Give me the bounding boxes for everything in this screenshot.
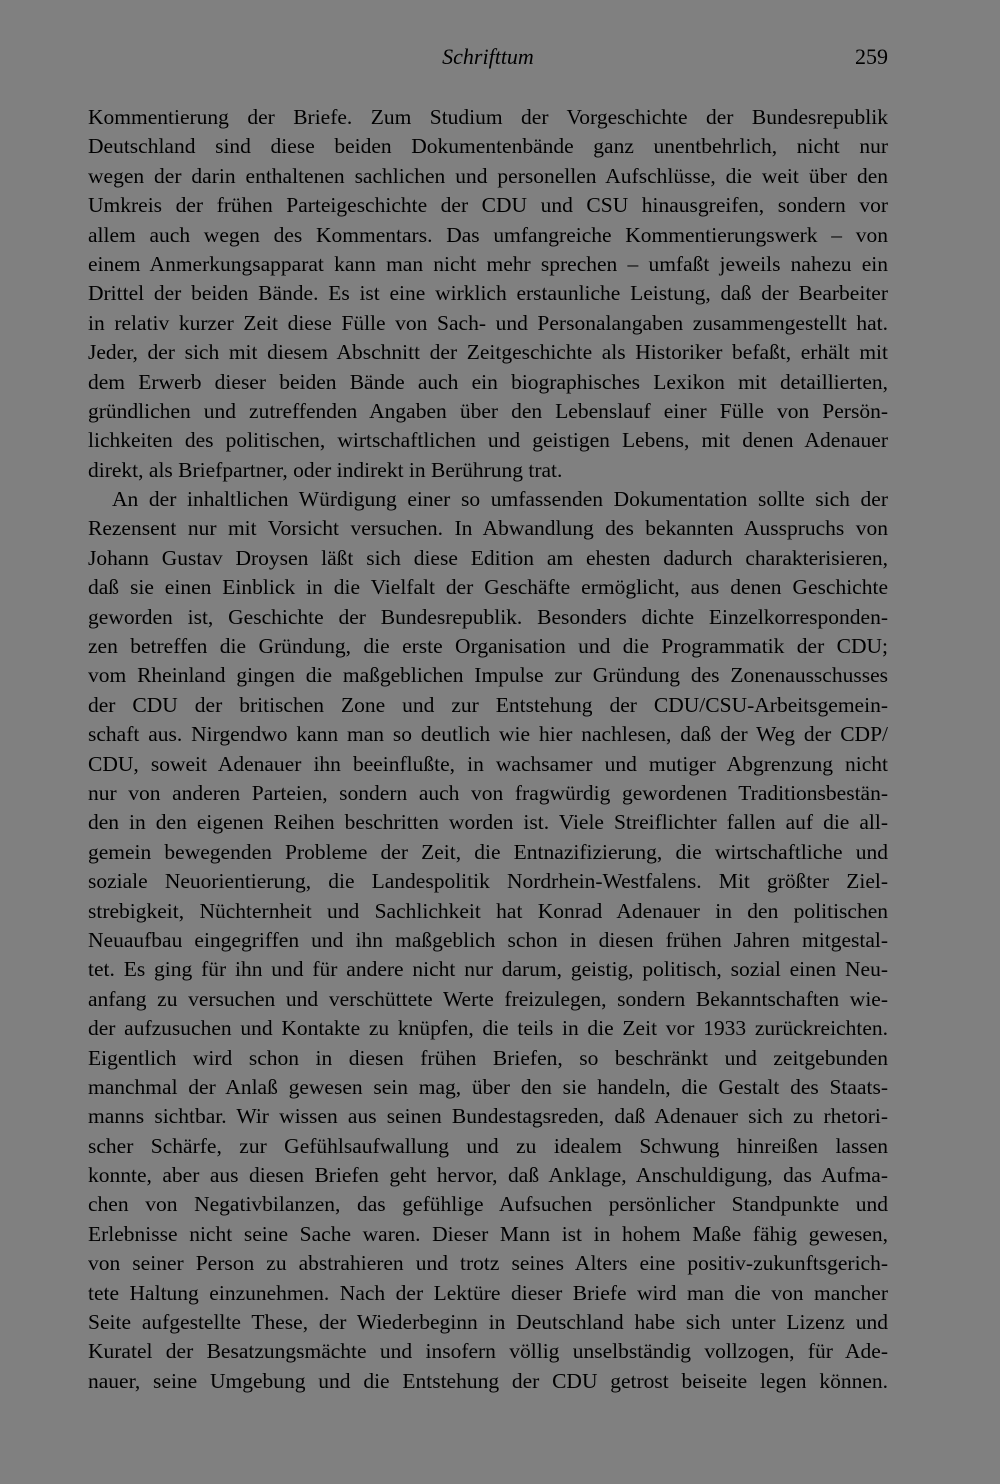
text-line: Umkreis der frühen Parteigeschichte der CDU und CSU hinausgreifen, sondern vor: [88, 193, 888, 218]
text-line: Kommentierung der Briefe. Zum Studium der Vorgeschichte der Bundesrepublik: [88, 105, 888, 129]
body-text: [88, 103, 888, 1396]
text-line: den in den eigenen Reihen beschritten worden ist. Viele Streiflichter fallen auf die all-: [88, 810, 888, 835]
text-line: der aufzusuchen und Kontakte zu knüpfen, die teils in die Zeit vor 1933 zurückreichten.: [88, 1016, 888, 1041]
text-line: chen von Negativbilanzen, das gefühlige Aufsuchen persönlicher Standpunkte und: [88, 1192, 888, 1217]
text-line: der CDU der britischen Zone und zur Entstehung der CDU/CSU-Arbeitsgemein-: [88, 692, 888, 717]
text-line: manchmal der Anlaß gewesen sein mag, über den sie handeln, die Gestalt des Staats-: [88, 1074, 888, 1099]
text-line: gründlichen und zutreffenden Angaben über den Lebenslauf einer Fülle von Persön-: [88, 398, 888, 423]
running-title: Schrifttum: [442, 44, 534, 69]
text-line: Eigentlich wird schon in diesen frühen Briefen, so beschränkt und zeitgebunden: [88, 1045, 888, 1070]
text-line: soziale Neuorientierung, die Landespolitik Nordrhein-Westfalens. Mit größter Ziel-: [88, 869, 888, 894]
text-line: An der inhaltlichen Würdigung einer so umfassenden Dokumentation sollte sich der: [112, 487, 888, 512]
text-line: direkt, als Briefpartner, oder indirekt in Berührung trat.: [88, 457, 563, 482]
text-line: einem Anmerkungsapparat kann man nicht mehr sprechen – umfaßt jeweils nahezu ein: [88, 251, 888, 276]
text-line: wegen der darin enthaltenen sachlichen und personellen Aufschlüsse, die weit über den: [88, 163, 888, 188]
text-line: tete Haltung einzunehmen. Nach der Lektüre dieser Briefe wird man die von mancher: [88, 1280, 888, 1305]
text-line: CDU, soweit Adenauer ihn beeinflußte, in wachsamer und mutiger Abgrenzung nicht: [88, 751, 888, 776]
text-line: anfang zu versuchen und verschüttete Werte freizulegen, sondern Bekanntschaften wie-: [88, 986, 888, 1011]
text-line: lichkeiten des politischen, wirtschaftlichen und geistigen Lebens, mit denen Adenauer: [88, 428, 888, 453]
text-line: strebigkeit, Nüchternheit und Sachlichkeit hat Konrad Adenauer in den politischen: [88, 898, 888, 923]
text-line: allem auch wegen des Kommentars. Das umfangreiche Kommentierungswerk – von: [88, 222, 888, 247]
text-line: zen betreffen die Gründung, die erste Organisation und die Programmatik der CDU;: [88, 634, 888, 659]
text-line: Erlebnisse nicht seine Sache waren. Dieser Mann ist in hohem Maße fähig gewesen,: [88, 1221, 888, 1246]
text-line: daß sie einen Einblick in die Vielfalt der Geschäfte ermöglicht, aus denen Geschichte: [88, 575, 888, 600]
text-line: in relativ kurzer Zeit diese Fülle von Sach- und Personalangaben zusammengestellt hat.: [88, 310, 888, 335]
text-line: geworden ist, Geschichte der Bundesrepublik. Besonders dichte Einzelkorresponden-: [88, 604, 888, 629]
text-line: nauer, seine Umgebung und die Entstehung der CDU getrost beiseite legen können.: [88, 1368, 888, 1393]
text-line: Neuaufbau eingegriffen und ihn maßgeblich schon in diesen frühen Jahren mitgestal-: [88, 927, 888, 952]
text-line: gemein bewegenden Probleme der Zeit, die Entnazifizierung, die wirtschaftliche und: [88, 839, 888, 864]
text-line: Kuratel der Besatzungsmächte und insofern völlig unselbständig vollzogen, für Ade-: [88, 1339, 888, 1364]
text-line: Seite aufgestellte These, der Wiederbeginn in Deutschland habe sich unter Lizenz und: [88, 1310, 888, 1335]
text-line: tet. Es ging für ihn und für andere nicht nur darum, geistig, politisch, sozial einen Neu-: [88, 957, 888, 982]
page-number: 259: [855, 44, 888, 69]
text-line: vom Rheinland gingen die maßgeblichen Impulse zur Gründung des Zonenausschusses: [88, 663, 888, 688]
text-line: dem Erwerb dieser beiden Bände auch ein biographisches Lexikon mit detaillierten,: [88, 369, 888, 394]
text-line: Johann Gustav Droysen läßt sich diese Edition am ehesten dadurch charakterisieren,: [88, 545, 888, 570]
text-line: nur von anderen Parteien, sondern auch von fragwürdig gewordenen Traditionsbestän-: [88, 780, 888, 805]
text-line: konnte, aber aus diesen Briefen geht hervor, daß Anklage, Anschuldigung, das Aufma-: [88, 1163, 888, 1188]
text-line: Drittel der beiden Bände. Es ist eine wirklich erstaunliche Leistung, daß der Bearbeiter: [88, 281, 888, 306]
text-line: Rezensent nur mit Vorsicht versuchen. In Abwandlung des bekannten Ausspruchs von: [88, 516, 888, 541]
text-line: schaft aus. Nirgendwo kann man so deutlich wie hier nachlesen, daß der Weg der CDP/: [88, 722, 888, 747]
text-line: von seiner Person zu abstrahieren und trotz seines Alters eine positiv-zukunftsgerich-: [88, 1251, 888, 1276]
page-header: [88, 40, 888, 74]
text-line: Deutschland sind diese beiden Dokumentenbände ganz unentbehrlich, nicht nur: [88, 134, 888, 159]
text-line: manns sichtbar. Wir wissen aus seinen Bundestagsreden, daß Adenauer sich zu rhetori-: [88, 1104, 888, 1129]
text-line: scher Schärfe, zur Gefühlsaufwallung und zu idealem Schwung hinreißen lassen: [88, 1133, 888, 1158]
text-line: Jeder, der sich mit diesem Abschnitt der Zeitgeschichte als Historiker befaßt, erhält mit: [88, 340, 888, 365]
